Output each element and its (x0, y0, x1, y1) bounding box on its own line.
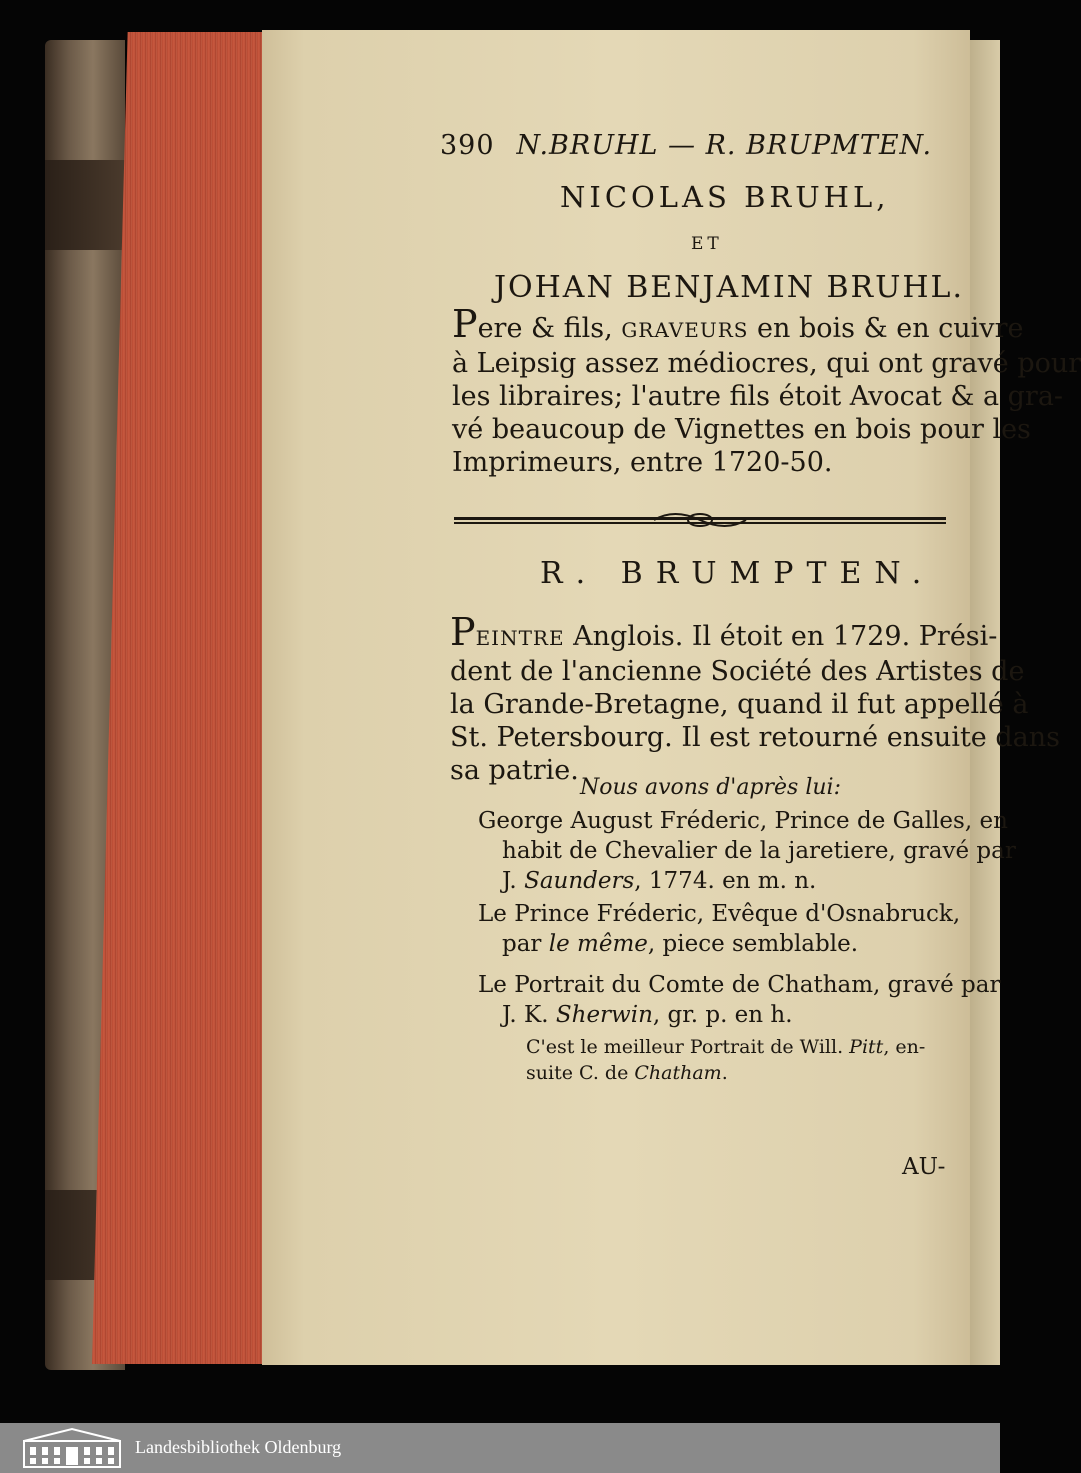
drop-initial: P (452, 302, 478, 346)
paragraph-line: Imprimeurs, entre 1720-50. (452, 447, 833, 478)
entry1-title-line1: NICOLAS BRUHL, (560, 180, 890, 214)
running-header (440, 130, 932, 161)
work-item: Le Prince Fréderic, Evêque d'Osnabruck, par le même, piece semblable. (478, 901, 961, 957)
works-heading: Nous avons d'après lui: (580, 775, 841, 800)
paragraph-line: vé beaucoup de Vignettes en bois pour les (452, 414, 1031, 445)
page-number: 390 (440, 130, 495, 161)
entry1-title-line2: JOHAN BENJAMIN BRUHL. (494, 270, 965, 305)
paragraph-line: la Grande-Bretagne, quand il fut appellé à (450, 689, 1029, 720)
book-page (262, 30, 1081, 1365)
entry2-paragraph (450, 610, 1060, 787)
work-item: George August Fréderic, Prince de Galles, en habit de Chevalier de la jaretiere, gravé par J. Saunders, 1774. en m. n. (478, 808, 1016, 894)
small-caps-word: EINTRE (475, 626, 565, 650)
spine-band (45, 160, 125, 250)
library-name[interactable]: Landesbibliothek Oldenburg (135, 1437, 342, 1457)
small-caps-word: GRAVEURS (621, 318, 749, 342)
work-item: Le Portrait du Comte de Chatham, gravé par J. K. Sherwin, gr. p. en h. (478, 972, 1001, 1028)
work-note: C'est le meilleur Portrait de Will. Pitt, en- suite C. de Chatham. (526, 1036, 926, 1084)
paragraph-line: PEINTRE Anglois. Il étoit en 1729. Prési- (450, 610, 998, 654)
paragraph-line: dent de l'ancienne Société des Artistes de (450, 656, 1025, 687)
paragraph-line: Pere & fils, GRAVEURS en bois & en cuivre (452, 302, 1024, 346)
paragraph-line: les libraires; l'autre fils étoit Avocat & a gra- (452, 381, 1064, 412)
entry2-title: R. BRUMPTEN. (540, 556, 935, 591)
running-title: N.BRUHL — R. BRUPMTEN. (516, 130, 933, 161)
library-footer-bar (0, 1423, 1000, 1473)
paragraph-line: St. Petersbourg. Il est retourné ensuite dans (450, 722, 1060, 753)
ornamental-rule-icon (454, 508, 946, 534)
entry1-conjunction: ET (691, 234, 723, 254)
paragraph-line: à Leipsig assez médiocres, qui ont gravé pour (452, 348, 1081, 379)
catchword: AU- (902, 1154, 946, 1180)
drop-initial: P (450, 610, 476, 654)
library-building-icon[interactable] (22, 1427, 122, 1469)
paragraph-line: sa patrie. (450, 755, 579, 786)
entry1-paragraph (452, 302, 1081, 479)
